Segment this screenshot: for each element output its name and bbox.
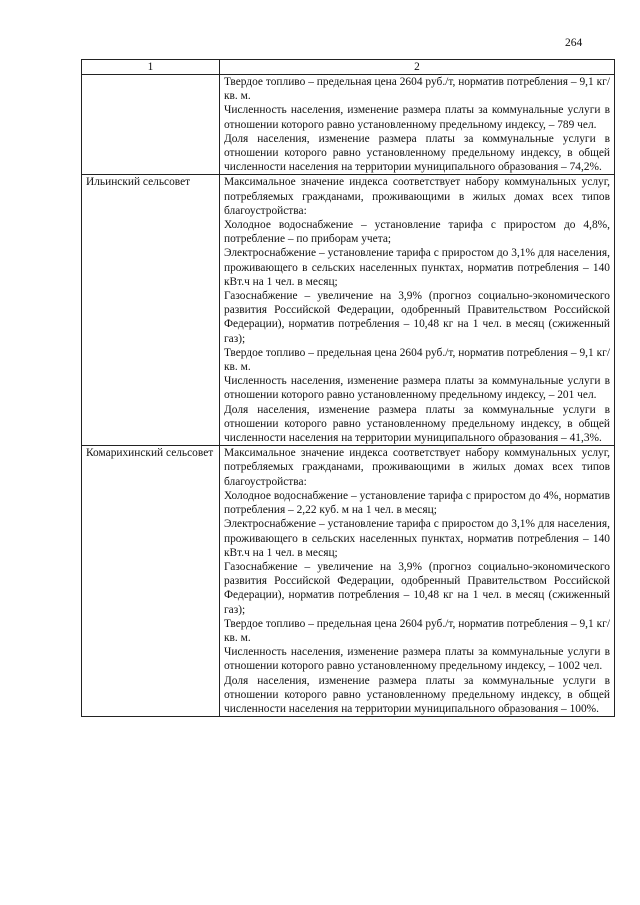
description-cell	[220, 446, 615, 717]
municipality-name-cell: Ильинский сельсовет	[82, 175, 220, 446]
description-cell	[220, 175, 615, 446]
paragraph: Численность населения, изменение размера платы за коммунальные услуги в отношении которого равно установленному предельному индексу, – 789 чел.	[224, 104, 610, 131]
column-header-1: 1	[82, 60, 220, 75]
paragraph: Доля населения, изменение размера платы за коммунальные услуги в отношении которого равно установленному предельному индексу, в общей численности населения на территории муниципального образования – 74,2%.	[224, 132, 610, 174]
municipality-table	[81, 59, 615, 717]
municipality-name-cell	[82, 75, 220, 175]
paragraph: Холодное водоснабжение – установление тарифа с приростом до 4%, норматив потребления – 2,22 куб. м на 1 чел. в месяц;	[224, 489, 610, 517]
table-row	[82, 175, 615, 446]
paragraph: Холодное водоснабжение – установление тарифа с приростом до 4,8%, потребление – по приборам учета;	[224, 219, 610, 246]
table-row	[82, 75, 615, 175]
paragraph: Газоснабжение – увеличение на 3,9% (прогноз социально-экономического развития Российской Федерации, одобренный Правительством Российской Федерации), норматив потребления – 10,48 кг на 1 чел. в месяц (сжиженный газ);	[224, 560, 610, 616]
paragraph: Твердое топливо – предельная цена 2604 руб./т, норматив потребления – 9,1 кг/кв. м.	[224, 617, 610, 644]
paragraph: Электроснабжение – установление тарифа с приростом до 3,1% для населения, проживающего в сельских населенных пунктах, норматив потребления – 140 кВт.ч на 1 чел. в месяц;	[224, 247, 610, 288]
paragraph: Доля населения, изменение размера платы за коммунальные услуги в отношении которого равно установленному предельному индексу, в общей численности населения на территории муниципального образования – 41,3%.	[224, 403, 610, 445]
paragraph: Доля населения, изменение размера платы за коммунальные услуги в отношении которого равно установленному предельному индексу, в общей численности населения на территории муниципального образования – 100%.	[224, 674, 610, 715]
description-cell	[220, 75, 615, 175]
paragraph: Численность населения, изменение размера платы за коммунальные услуги в отношении которого равно установленному предельному индексу, – 201 чел.	[224, 375, 610, 402]
table-header-row	[82, 60, 615, 75]
page-number: 264	[565, 37, 583, 49]
paragraph: Электроснабжение – установление тарифа с приростом до 3,1% для населения, проживающего в сельских населенных пунктах, норматив потребления – 140 кВт.ч на 1 чел. в месяц;	[224, 518, 610, 559]
paragraph: Газоснабжение – увеличение на 3,9% (прогноз социально-экономического развития Российской Федерации, одобренный Правительством Российской Федерации), норматив потребления – 10,48 кг на 1 чел. в месяц (сжиженный газ);	[224, 290, 610, 345]
paragraph: Твердое топливо – предельная цена 2604 руб./т, норматив потребления – 9,1 кг/кв. м.	[224, 76, 610, 103]
column-header-2: 2	[220, 60, 615, 75]
paragraph: Максимальное значение индекса соответствует набору коммунальных услуг, потребляемых гражданами, проживающими в жилых домах всех типов благоустройства:	[224, 447, 610, 488]
paragraph: Численность населения, изменение размера платы за коммунальные услуги в отношении которого равно установленному предельному индексу, – 1002 чел.	[224, 646, 610, 673]
paragraph: Твердое топливо – предельная цена 2604 руб./т, норматив потребления – 9,1 кг/кв. м.	[224, 346, 610, 374]
municipality-name-cell: Комарихинский сельсовет	[82, 446, 220, 717]
table-row	[82, 446, 615, 717]
paragraph: Максимальное значение индекса соответствует набору коммунальных услуг, потребляемых гражданами, проживающими в жилых домах всех типов благоустройства:	[224, 176, 610, 217]
